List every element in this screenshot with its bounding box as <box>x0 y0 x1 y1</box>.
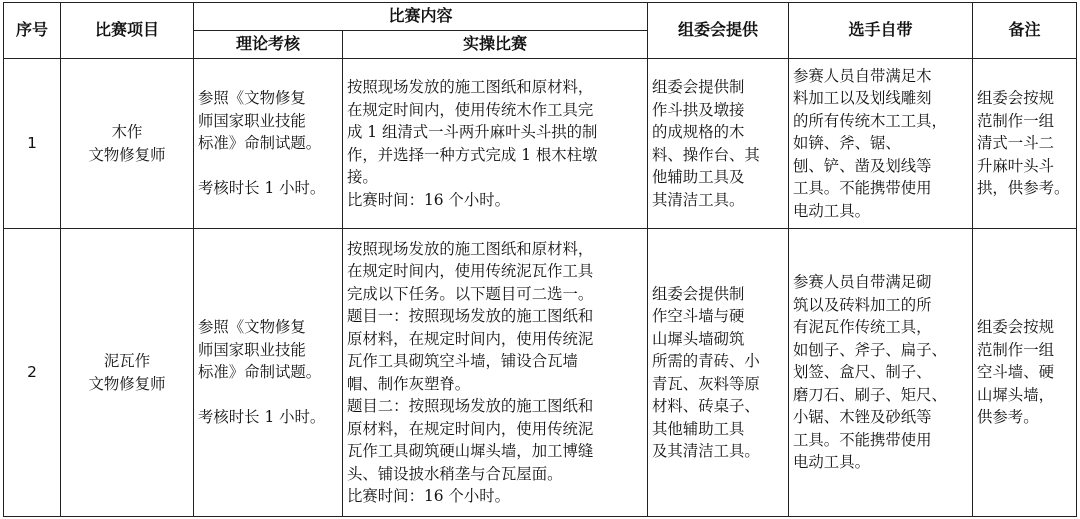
row-practice: 按照现场发放的施工图纸和原材料， 在规定时间内，使用传统泥瓦作工具 完成以下任务。以下题目可二选一。 题目一：按照现场发放的施工图纸和 原材料，在规定时间内，使用传统泥 瓦作工具砌筑空斗墙，铺设合瓦墙 帽、制作灰塑脊。 题目二：按照现场发放的施工图纸和 原材料，在规定时间内，使用传统泥 瓦作工具砌筑硬山墀头墙，加工博缝 头、铺设披水稍垄与合瓦屋面。 比赛时间：16 个小时。 <box>343 229 648 517</box>
row-theory: 参照《文物修复 师国家职业技能 标准》命制试题。 考核时长 1 小时。 <box>194 229 343 517</box>
row-notes: 组委会按规 范制作一组 空斗墙、硬 山墀头墙， 供参考。 <box>973 229 1077 517</box>
row-seq: 1 <box>4 59 61 229</box>
header-practice: 实操比赛 <box>343 31 648 59</box>
competition-table <box>3 2 1077 517</box>
table-row <box>4 59 1077 229</box>
header-self: 选手自带 <box>789 3 973 59</box>
row-theory: 参照《文物修复 师国家职业技能 标准》命制试题。 考核时长 1 小时。 <box>194 59 343 229</box>
row-provided: 组委会提供制 作空斗墙与硬 山墀头墙砌筑 所需的青砖、小 青瓦、灰料等原 材料、砖桌子、 其他辅助工具 及其清洁工具。 <box>648 229 789 517</box>
table-row <box>4 229 1077 517</box>
header-item: 比赛项目 <box>61 3 194 59</box>
row-item: 木作 文物修复师 <box>61 59 194 229</box>
row-self: 参赛人员自带满足木 料加工以及划线雕刻 的所有传统木工工具， 如锛、斧、锯、 刨、铲、凿及划线等 工具。不能携带使用 电动工具。 <box>789 59 973 229</box>
header-notes: 备注 <box>973 3 1077 59</box>
row-self: 参赛人员自带满足砌 筑以及砖料加工的所 有泥瓦作传统工具， 如刨子、斧子、扁子、 划签、盒尺、制子、 磨刀石、刷子、矩尺、 小锯、木锉及砂纸等 工具。不能携带使用 电动工具。 <box>789 229 973 517</box>
row-item: 泥瓦作 文物修复师 <box>61 229 194 517</box>
row-provided: 组委会提供制 作斗拱及墩接 的成规格的木 料、操作台、其 他辅助工具及 其清洁工具。 <box>648 59 789 229</box>
header-content: 比赛内容 <box>194 3 648 31</box>
row-notes: 组委会按规 范制作一组 清式一斗二 升麻叶头斗 拱，供参考。 <box>973 59 1077 229</box>
header-seq: 序号 <box>4 3 61 59</box>
row-practice: 按照现场发放的施工图纸和原材料， 在规定时间内，使用传统木作工具完 成 1 组清式一斗两升麻叶头斗拱的制 作，并选择一种方式完成 1 根木柱墩 接。 比赛时间：16 个小时。 <box>343 59 648 229</box>
header-provided: 组委会提供 <box>648 3 789 59</box>
header-row-1 <box>4 3 1077 31</box>
row-seq: 2 <box>4 229 61 517</box>
header-theory: 理论考核 <box>194 31 343 59</box>
